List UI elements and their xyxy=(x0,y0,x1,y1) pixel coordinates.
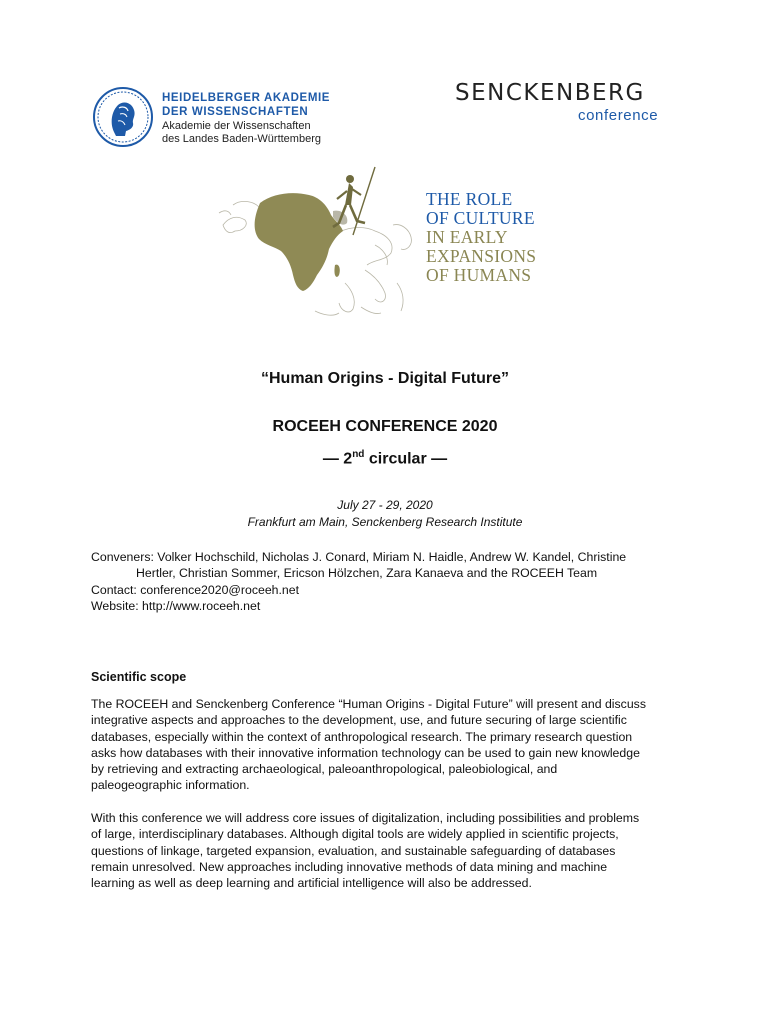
scope-p1-line: by retrieving and extracting archaeological, paleoanthropological, paleobiological, and xyxy=(91,762,558,777)
scope-heading: Scientific scope xyxy=(91,670,187,684)
contact-line: Contact: conference2020@roceeh.net xyxy=(91,582,300,597)
hadw-sub-line2: des Landes Baden-Württemberg xyxy=(162,133,321,145)
conference-location: Frankfurt am Main, Senckenberg Research Institute xyxy=(247,515,523,529)
hadw-name-line1: HEIDELBERGER AKADEMIE xyxy=(162,92,331,104)
hadw-sub-line1: Akademie der Wissenschaften xyxy=(162,120,311,132)
scope-paragraph-2 xyxy=(91,810,691,891)
circular-superscript: nd xyxy=(352,449,365,460)
hadw-name-line2: DER WISSENSCHAFTEN xyxy=(162,106,309,118)
africa-map-figure-graphic xyxy=(215,165,420,325)
scope-p1-line: databases, especially within the context of anthropological research. The primary research question xyxy=(91,729,633,744)
circular-label xyxy=(0,449,770,468)
scope-p1-line: The ROCEEH and Senckenberg Conference “Human Origins - Digital Future” will present and discuss xyxy=(91,697,646,711)
scope-paragraph-1 xyxy=(91,696,691,794)
hadw-seal-logo xyxy=(92,86,154,148)
scope-p1-line: integrative aspects and approaches to the development, use, and future securing of large scientific xyxy=(91,713,627,728)
document-title: “Human Origins - Digital Future” xyxy=(260,370,509,387)
scope-p2-line: questions of linkage, targeted expansion, evaluation, and sustainable safeguarding of databases xyxy=(91,843,616,858)
circular-suffix: circular — xyxy=(364,450,448,468)
website-line: Website: http://www.roceeh.net xyxy=(91,598,261,613)
role-title-line3: IN EARLY xyxy=(426,227,508,247)
role-title-line1: THE ROLE xyxy=(426,189,513,209)
conveners-line1: Conveners: Volker Hochschild, Nicholas J. Conard, Miriam N. Haidle, Andrew W. Kandel, Christine xyxy=(91,550,627,564)
senckenberg-logo-sub: conference xyxy=(578,107,659,124)
conference-title: ROCEEH CONFERENCE 2020 xyxy=(272,418,498,435)
scope-p2-line: of large, interdisciplinary databases. Although digital tools are widely applied in scientific projects, xyxy=(91,827,619,842)
conference-dates: July 27 - 29, 2020 xyxy=(337,498,433,512)
scope-p2-line: learning as well as deep learning and artificial intelligence will also be addressed. xyxy=(91,876,532,891)
scope-p1-line: asks how databases with their innovative information technology can be used to gain new knowledge xyxy=(91,745,640,760)
conveners-block xyxy=(91,549,691,614)
role-title-line5: OF HUMANS xyxy=(426,265,532,285)
senckenberg-logo-name: SENCKENBERG xyxy=(455,80,645,106)
conveners-line2: Hertler, Christian Sommer, Ericson Hölzchen, Zara Kanaeva and the ROCEEH Team xyxy=(136,566,598,581)
circular-prefix: — 2 xyxy=(322,450,353,468)
scope-p2-line: remain unresolved. New approaches including innovative methods of data mining and machine xyxy=(91,859,608,874)
scope-p2-line: With this conference we will address core issues of digitalization, including possibilities and problems xyxy=(91,811,640,825)
role-title-line2: OF CULTURE xyxy=(426,208,535,228)
scope-p1-line: paleogeographic information. xyxy=(91,778,250,793)
role-title-line4: EXPANSIONS xyxy=(426,246,537,266)
